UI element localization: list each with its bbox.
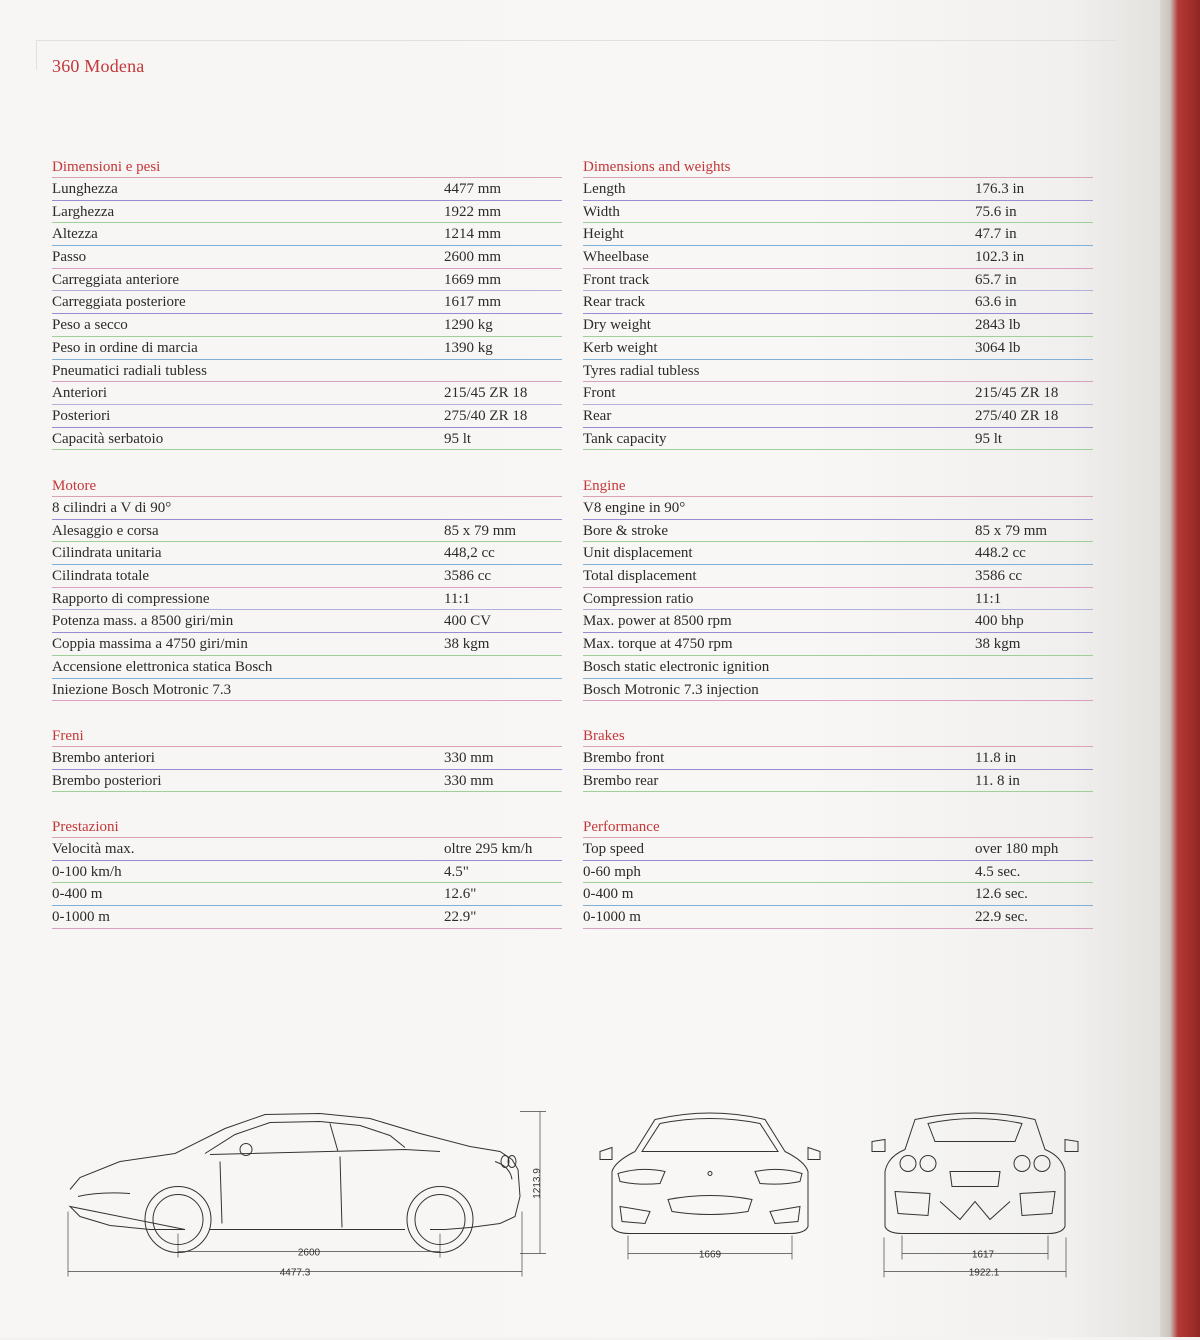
spec-label: 8 cilindri a V di 90° [52, 500, 172, 516]
spec-label: Compression ratio [583, 590, 694, 607]
section-performance [583, 816, 1093, 929]
spec-value: 1290 kg [444, 317, 493, 334]
spec-row [52, 314, 562, 337]
spec-row [583, 633, 1093, 656]
spec-row [52, 883, 562, 906]
spec-label: V8 engine in 90° [583, 500, 686, 516]
spec-label: Brembo posteriori [52, 772, 162, 789]
spec-label: Tank capacity [583, 430, 667, 447]
frame-line [36, 40, 1116, 41]
dim-length: 4477.3 [279, 1267, 311, 1279]
section-heading: Dimensioni e pesi [52, 156, 562, 178]
spec-value: 4477 mm [444, 181, 502, 197]
spec-label: Unit displacement [583, 545, 693, 562]
spec-label: Coppia massima a 4750 giri/min [52, 636, 248, 653]
spec-label: Bosch Motronic 7.3 injection [583, 681, 759, 698]
spec-row [583, 405, 1093, 428]
spec-row [583, 861, 1093, 884]
spec-row [583, 747, 1093, 770]
spec-row [583, 246, 1093, 269]
section-freni [52, 725, 562, 792]
spec-label: Total displacement [583, 568, 697, 585]
spec-label: 0-400 m [583, 886, 634, 903]
spec-row [52, 178, 562, 201]
spec-row [583, 201, 1093, 224]
spec-row [52, 610, 562, 633]
spec-row [52, 906, 562, 929]
section-heading: Dimensions and weights [583, 156, 1093, 178]
spec-value: 95 lt [975, 430, 1003, 447]
spec-row [52, 337, 562, 360]
spec-row [583, 679, 1093, 702]
spec-label: Brembo front [583, 750, 665, 766]
spec-value: 3586 cc [975, 568, 1023, 585]
spec-row [52, 861, 562, 884]
spec-value: 22.9 sec. [975, 909, 1028, 926]
spec-value: 275/40 ZR 18 [975, 407, 1059, 424]
spec-row [52, 656, 562, 679]
spec-row [52, 382, 562, 405]
spec-row [583, 382, 1093, 405]
spec-label: 0-60 mph [583, 863, 641, 880]
spec-label: Carreggiata anteriore [52, 271, 180, 288]
spec-label: Front track [583, 271, 650, 288]
dim-width: 1922.1 [968, 1267, 1000, 1279]
rear-view-drawing [872, 1113, 1078, 1234]
spec-row [583, 656, 1093, 679]
dim-wheelbase: 2600 [297, 1247, 321, 1259]
spec-row [52, 223, 562, 246]
spec-label: Cilindrata totale [52, 568, 150, 585]
spec-label: Width [583, 203, 620, 220]
spec-row [52, 565, 562, 588]
spec-value: 330 mm [444, 772, 494, 789]
spec-row [52, 633, 562, 656]
spec-value: 400 bhp [975, 613, 1024, 630]
spec-row [52, 520, 562, 543]
spec-value: 11.8 in [975, 750, 1017, 766]
spec-value: 11. 8 in [975, 772, 1020, 789]
section-heading: Motore [52, 475, 562, 497]
spec-row [52, 588, 562, 611]
spec-value: 3586 cc [444, 568, 492, 585]
spec-label: Front [583, 385, 616, 402]
section-heading: Performance [583, 816, 1093, 838]
spec-value: 102.3 in [975, 249, 1025, 266]
spec-label: Max. power at 8500 rpm [583, 613, 732, 630]
spec-value: 330 mm [444, 750, 494, 766]
dim-height: 1213.9 [532, 1168, 543, 1199]
spec-row [583, 906, 1093, 929]
spec-value: 11:1 [975, 590, 1002, 607]
spec-label: Cilindrata unitaria [52, 545, 162, 562]
spec-row [52, 747, 562, 770]
spec-label: Velocità max. [52, 841, 135, 857]
spec-label: Max. torque at 4750 rpm [583, 636, 733, 653]
spec-row [583, 838, 1093, 861]
spec-row [52, 542, 562, 565]
spec-row [583, 314, 1093, 337]
spec-value: 1669 mm [444, 271, 502, 288]
spec-value: 215/45 ZR 18 [444, 385, 528, 402]
spec-value: 95 lt [444, 430, 472, 447]
spec-row [583, 269, 1093, 292]
spec-value: 1617 mm [444, 294, 502, 311]
spec-value: 176.3 in [975, 181, 1025, 197]
spec-label: Height [583, 226, 624, 243]
spec-label: Rear track [583, 294, 646, 311]
spec-value: 275/40 ZR 18 [444, 407, 528, 424]
spec-row [583, 770, 1093, 793]
spec-label: Brembo anteriori [52, 750, 155, 766]
side-view-drawing [70, 1114, 520, 1253]
spec-label: Posteriori [52, 407, 111, 424]
section-dimensions [583, 156, 1093, 450]
spec-label: Dry weight [583, 317, 651, 334]
spec-row [583, 883, 1093, 906]
spec-value: 1214 mm [444, 226, 502, 243]
section-prestazioni [52, 816, 562, 929]
spec-value: 2843 lb [975, 317, 1021, 334]
spec-value: 400 CV [444, 613, 492, 630]
spec-value: 1390 kg [444, 339, 493, 356]
spec-row [583, 360, 1093, 383]
spec-label: 0-400 m [52, 886, 103, 903]
spec-label: Peso in ordine di marcia [52, 339, 198, 356]
section-heading: Brakes [583, 725, 1093, 747]
spec-value: 11:1 [444, 590, 471, 607]
front-view-drawing [600, 1113, 820, 1234]
spec-value: 22.9" [444, 909, 477, 926]
spec-row [52, 291, 562, 314]
spec-label: Altezza [52, 226, 98, 243]
spec-row [52, 201, 562, 224]
spec-label: Wheelbase [583, 249, 649, 266]
spec-label: Anteriori [52, 385, 107, 402]
spec-row [583, 520, 1093, 543]
spec-value: 65.7 in [975, 271, 1017, 288]
spec-value: 4.5 sec. [975, 863, 1021, 880]
spec-row [583, 337, 1093, 360]
spec-label: Iniezione Bosch Motronic 7.3 [52, 681, 232, 698]
spec-label: Larghezza [52, 203, 115, 220]
spec-row [52, 770, 562, 793]
spec-label: Brembo rear [583, 772, 659, 789]
spec-label: Peso a secco [52, 317, 128, 334]
spec-label: Top speed [583, 841, 645, 857]
spec-label: Alesaggio e corsa [52, 522, 159, 539]
spec-row [52, 269, 562, 292]
spec-value: 12.6 sec. [975, 886, 1028, 903]
spec-value: 2600 mm [444, 249, 502, 266]
frame-line [36, 40, 37, 70]
spec-row [52, 679, 562, 702]
spec-value: over 180 mph [975, 841, 1059, 857]
spec-row [52, 360, 562, 383]
section-motore [52, 475, 562, 701]
spec-label: Lunghezza [52, 181, 118, 197]
spec-value: 63.6 in [975, 294, 1017, 311]
section-dimensioni [52, 156, 562, 450]
spec-row [583, 565, 1093, 588]
spec-value: 12.6" [444, 886, 477, 903]
section-brakes [583, 725, 1093, 792]
dim-front-track: 1669 [698, 1249, 722, 1261]
spec-value: 215/45 ZR 18 [975, 385, 1059, 402]
spec-label: Carreggiata posteriore [52, 294, 186, 311]
spec-value: 85 x 79 mm [444, 522, 517, 539]
spec-row [583, 291, 1093, 314]
spec-label: Kerb weight [583, 339, 658, 356]
spec-label: Capacità serbatoio [52, 430, 164, 447]
spec-row [52, 428, 562, 451]
spec-label: Passo [52, 249, 87, 266]
spec-row [583, 178, 1093, 201]
spec-row [583, 588, 1093, 611]
spec-value: 448.2 cc [975, 545, 1026, 562]
spec-label: Bosch static electronic ignition [583, 658, 770, 675]
spec-label: Pneumatici radiali tubless [52, 362, 207, 379]
spec-value: 3064 lb [975, 339, 1021, 356]
spec-label: Bore & stroke [583, 522, 668, 539]
document-title: 360 Modena [52, 56, 145, 76]
spec-label: 0-1000 m [583, 909, 641, 926]
spec-label: 0-1000 m [52, 909, 110, 926]
technical-drawings [0, 1100, 1160, 1340]
spec-label: 0-100 km/h [52, 863, 122, 880]
spec-value: 38 kgm [975, 636, 1021, 653]
spec-label: Accensione elettronica statica Bosch [52, 658, 273, 675]
spec-value: 47.7 in [975, 226, 1017, 243]
book-spine [1160, 0, 1200, 1337]
spec-value: 448,2 cc [444, 545, 495, 562]
spec-label: Tyres radial tubless [583, 362, 700, 379]
section-heading: Freni [52, 725, 562, 747]
spec-value: 85 x 79 mm [975, 522, 1048, 539]
section-engine [583, 475, 1093, 701]
spec-value: oltre 295 km/h [444, 841, 533, 857]
spec-value: 4.5" [444, 863, 469, 880]
spec-row [52, 246, 562, 269]
spec-row [52, 405, 562, 428]
spec-row [52, 497, 562, 520]
spec-label: Potenza mass. a 8500 giri/min [52, 613, 234, 630]
spec-row [583, 610, 1093, 633]
spec-label: Rear [583, 407, 612, 424]
spec-row [583, 428, 1093, 451]
spec-value: 38 kgm [444, 636, 490, 653]
section-heading: Engine [583, 475, 1093, 497]
spec-row [583, 542, 1093, 565]
spec-value: 75.6 in [975, 203, 1017, 220]
spec-label: Rapporto di compressione [52, 590, 210, 607]
spec-row [583, 223, 1093, 246]
dim-rear-track: 1617 [971, 1249, 995, 1261]
spec-label: Length [583, 181, 626, 197]
section-heading: Prestazioni [52, 816, 562, 838]
spec-value: 1922 mm [444, 203, 502, 220]
spec-row [583, 497, 1093, 520]
spec-row [52, 838, 562, 861]
